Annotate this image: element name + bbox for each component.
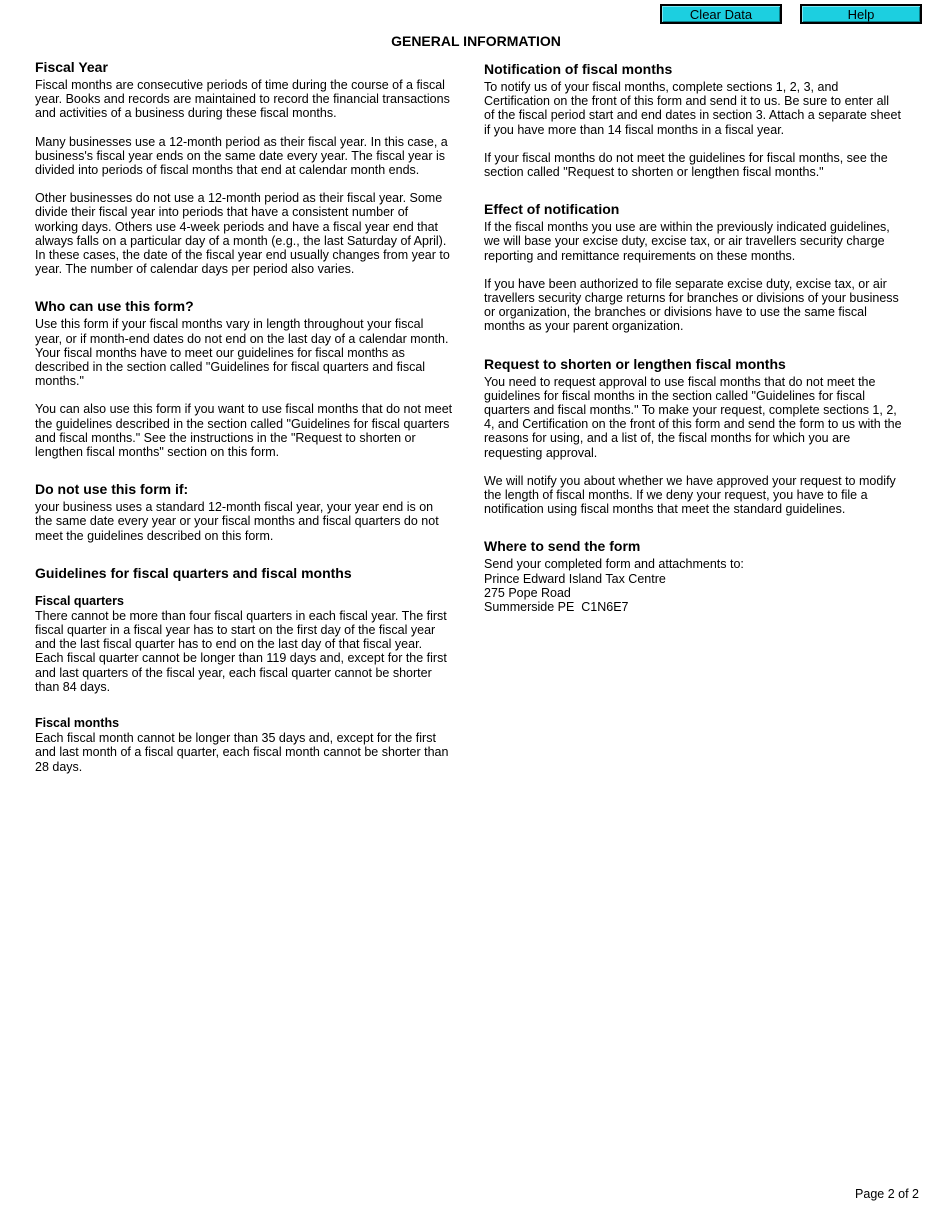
clear-data-button[interactable]: Clear Data (660, 4, 782, 24)
fiscal-months-heading: Fiscal months (35, 716, 120, 731)
fiscal-year-heading: Fiscal Year (35, 59, 108, 75)
help-button[interactable]: Help (800, 4, 922, 24)
fiscal-year-paragraph: Other businesses do not use a 12-month period as their fiscal year. Some divide their fiscal year into periods that have a consistent number of working days. Others use 4-week periods and have a fiscal year end that always falls on a particular day of a month (e.g., the last Saturday of April). In these cases, the date of the fiscal year end usually changes from year to year. The number of calendar days per period also varies. (35, 191, 450, 277)
fiscal-quarters-heading: Fiscal quarters (35, 593, 124, 608)
address-line: 275 Pope Road (484, 585, 571, 600)
do-not-use-section (35, 481, 453, 543)
request-paragraph: You need to request approval to use fiscal months that do not meet the guidelines for fiscal months in the section called "Guidelines for fiscal quarters and fiscal months." To make your request, complete sections 1, 2, 4, and Certification on the front of this form and send the form to us with the reasons for using, and a list of, the fiscal months for which you are requesting approval. (484, 374, 902, 460)
fiscal-year-section (35, 59, 453, 276)
fiscal-quarters-paragraph: There cannot be more than four fiscal quarters in each fiscal year. The first fiscal quarter in a fiscal year has to start on the first day of the fiscal year and the last fiscal quarter has to end on the last day of that fiscal year. Each fiscal quarter cannot be longer than 119 days and, except for the first and last quarters of the fiscal year, each fiscal quarter cannot be shorter than 84 days. (35, 608, 447, 694)
effect-section (484, 201, 902, 333)
who-can-use-heading: Who can use this form? (35, 298, 194, 315)
fiscal-months-paragraph: Each fiscal month cannot be longer than 35 days and, except for the first and last month of a fiscal quarter, each fiscal month cannot be shorter than 28 days. (35, 731, 449, 774)
do-not-use-heading: Do not use this form if: (35, 481, 189, 498)
fiscal-year-paragraph: Many businesses use a 12-month period as their fiscal year. In this case, a business's fiscal year ends on the same date every year. The fiscal year is divided into periods of fiscal months that end at calendar month ends. (35, 134, 448, 178)
notification-paragraph: If your fiscal months do not meet the guidelines for fiscal months, see the section called "Request to shorten or lengthen fiscal months." (484, 150, 888, 180)
page-title: GENERAL INFORMATION (391, 33, 561, 49)
where-to-send-heading: Where to send the form (484, 538, 641, 555)
notification-paragraph: To notify us of your fiscal months, complete sections 1, 2, 3, and Certification on the front of this form and send it to us. Be sure to enter all of the fiscal period start and end dates in section 3. Attach a separate sheet if you have more than 14 fiscal months in a fiscal year. (484, 80, 901, 137)
notification-heading: Notification of fiscal months (484, 61, 673, 77)
guidelines-heading: Guidelines for fiscal quarters and fiscal months (35, 564, 352, 581)
address-line: Prince Edward Island Tax Centre (484, 571, 666, 586)
right-column (484, 61, 902, 614)
request-section (484, 356, 902, 517)
effect-heading: Effect of notification (484, 201, 620, 218)
page-number: Page 2 of 2 (855, 1187, 919, 1201)
where-to-send-section (484, 538, 902, 614)
where-to-send-intro: Send your completed form and attachments to: (484, 557, 744, 572)
who-can-use-section (35, 298, 453, 459)
request-paragraph: We will notify you about whether we have approved your request to modify the length of fiscal months. If we deny your request, you have to file a notification using fiscal months that meet the standard guidelines. (484, 473, 896, 517)
fiscal-year-paragraph: Fiscal months are consecutive periods of time during the course of a fiscal year. Books and records are maintained to record the financial transactions and activities of a business during these fiscal months. (35, 78, 450, 121)
left-column (35, 59, 453, 774)
who-can-use-paragraph: Use this form if your fiscal months vary in length throughout your fiscal year, or if month-end dates do not end on the last day of a calendar month. Your fiscal months have to meet our guidelines for fiscal months as described in the section called "Guidelines for fiscal quarters and fiscal months." (35, 317, 449, 389)
request-heading: Request to shorten or lengthen fiscal months (484, 355, 786, 372)
guidelines-section (35, 565, 453, 774)
effect-paragraph: If the fiscal months you use are within the previously indicated guidelines, we will base your excise duty, excise tax, or air travellers security charge reporting and remittance requirements on these months. (484, 220, 890, 263)
notification-section (484, 61, 902, 179)
effect-paragraph: If you have been authorized to file separate excise duty, excise tax, or air travellers security charge returns for branches or divisions of your business or organization, the branches or divisions have to use the same fiscal months as your parent organization. (484, 276, 899, 334)
do-not-use-paragraph: your business uses a standard 12-month fiscal year, your year end is on the same date every year or your fiscal months and fiscal quarters do not meet the guidelines described on this form. (35, 500, 439, 543)
who-can-use-paragraph: You can also use this form if you want to use fiscal months that do not meet the guidelines described in the section called "Guidelines for fiscal quarters and fiscal months." See the instructions in the "Request to shorten or lengthen fiscal months" section on this form. (35, 402, 453, 460)
address-line: Summerside PE C1N6E7 (484, 600, 629, 615)
